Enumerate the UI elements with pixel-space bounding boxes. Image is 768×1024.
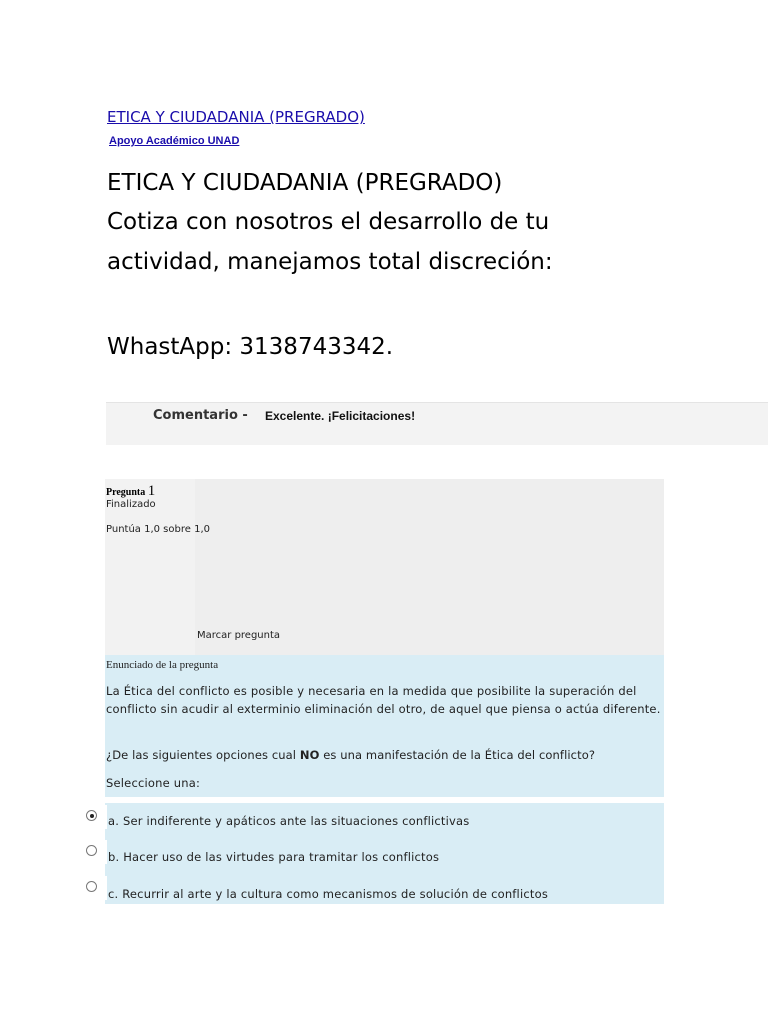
option-a-label[interactable]: a. Ser indiferente y apáticos ante las situaciones conflictivas	[108, 814, 470, 828]
option-b-label[interactable]: b. Hacer uso de las virtudes para tramitar los conflictos	[108, 850, 440, 864]
comment-label: Comentario -	[153, 408, 248, 423]
question-text: La Ética del conflicto es posible y necesaria en la medida que posibilite la superación del conflicto sin acudir al exterminio eliminación del otro, de aquel que piensa o actúa diferente.	[106, 684, 661, 716]
question-state: Finalizado	[106, 499, 156, 510]
option-b-radio[interactable]	[86, 845, 97, 856]
question-grade: Puntúa 1,0 sobre 1,0	[106, 524, 210, 535]
headline-line-3: actividad, manejamos total discreción:	[107, 249, 553, 275]
question-prompt	[106, 748, 662, 762]
question-number: 1	[147, 483, 156, 499]
option-a-radio[interactable]	[86, 810, 97, 821]
apoyo-academico-link[interactable]: Apoyo Académico UNAD	[109, 135, 240, 147]
option-a-radio-cell[interactable]	[80, 805, 107, 829]
option-c-radio-cell[interactable]	[80, 876, 107, 900]
question-prompt-emphasis: NO	[299, 748, 320, 762]
option-c-label[interactable]: c. Recurrir al arte y la cultura como mecanismos de solución de conflictos	[108, 887, 549, 901]
option-c-radio[interactable]	[86, 881, 97, 892]
question-info-panel	[105, 479, 664, 655]
question-prompt-start: ¿De las siguientes opciones cual	[106, 748, 300, 762]
flag-question-link[interactable]: Marcar pregunta	[197, 630, 281, 641]
question-number-label	[106, 483, 155, 500]
headline-line-2: Cotiza con nosotros el desarrollo de tu	[107, 209, 550, 235]
course-link[interactable]: ETICA Y CIUDADANIA (PREGRADO)	[107, 108, 365, 126]
headline-title: ETICA Y CIUDADANIA (PREGRADO)	[107, 170, 503, 196]
question-prompt-end: es una manifestación de la Ética del conflicto?	[319, 748, 596, 762]
comment-bar	[106, 402, 768, 445]
comment-value: Excelente. ¡Felicitaciones!	[265, 409, 416, 423]
whatsapp-contact: WhastApp: 3138743342.	[107, 334, 394, 360]
option-b-radio-cell[interactable]	[80, 840, 107, 864]
question-content	[105, 655, 664, 797]
question-heading: Enunciado de la pregunta	[106, 659, 219, 671]
question-label-text: Pregunta	[106, 487, 146, 498]
select-one-label: Seleccione una:	[106, 776, 201, 790]
